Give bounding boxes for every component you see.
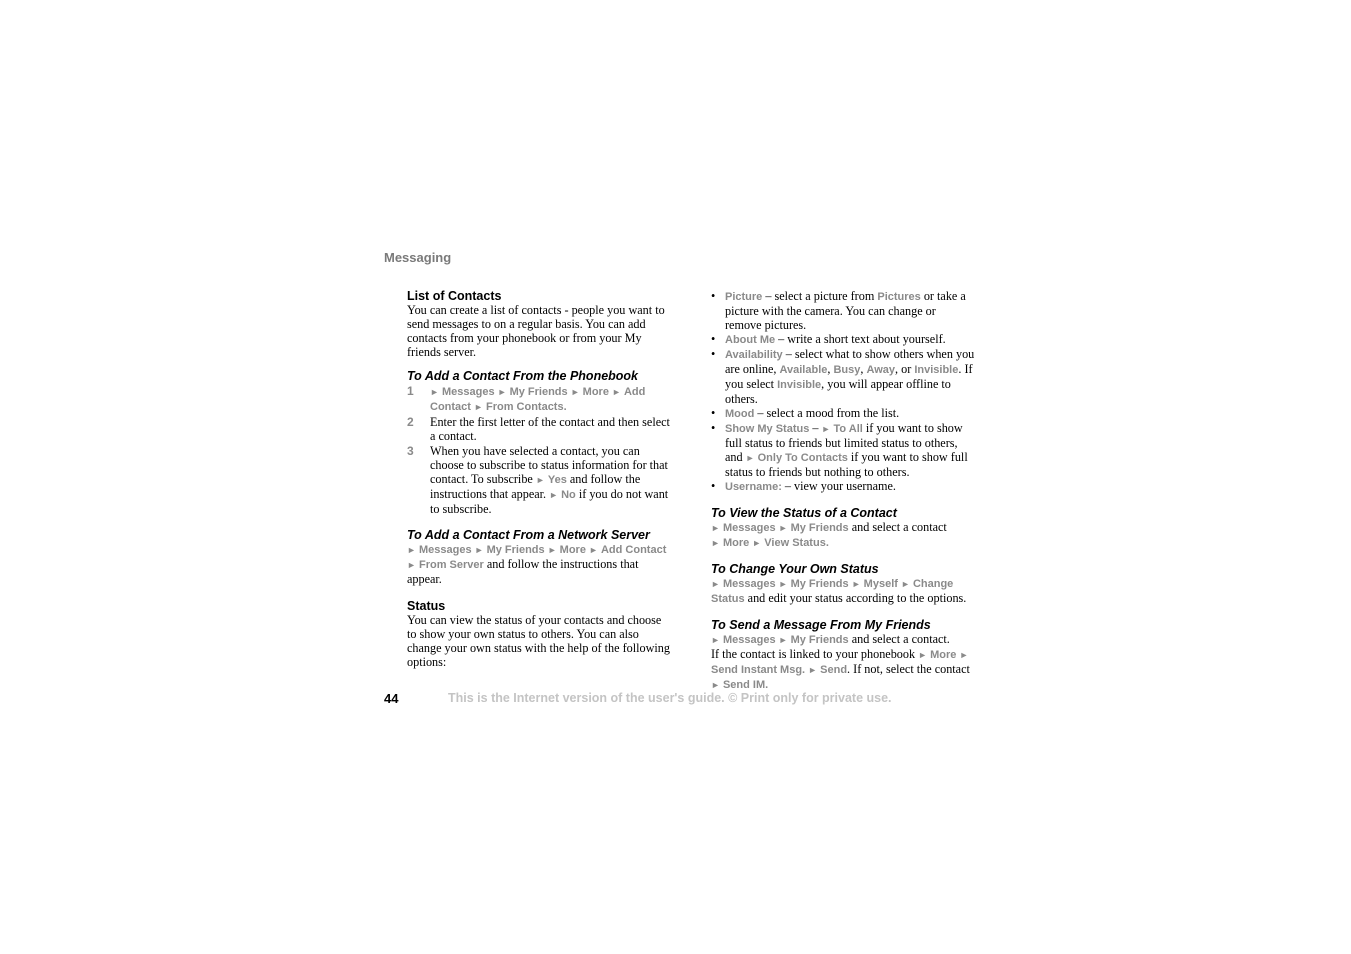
arrow-icon: ► — [711, 523, 720, 533]
arrow-icon: ► — [711, 635, 720, 645]
footer-note: This is the Internet version of the user's guide. © Print only for private use. — [448, 691, 892, 705]
menu-path-item: Messages — [418, 544, 472, 556]
menu-path-item: Send IM — [722, 679, 766, 691]
menu-path-item: Messages — [722, 578, 776, 590]
option-name: Pictures — [877, 291, 921, 303]
arrow-icon: ► — [612, 387, 621, 397]
menu-path-item: My Friends — [790, 578, 849, 590]
option-name: About Me — [725, 334, 776, 346]
arrow-icon: ► — [547, 545, 557, 555]
list-of-contacts-heading: List of Contacts — [407, 289, 502, 303]
menu-path-item: View Status — [764, 537, 826, 549]
option-name: Mood — [725, 408, 755, 420]
list-item: • Show My Status – ► To All if you want to show full status to friends but limited status to others, and ► Only To Contacts if you want to show full status to friends but nothing to others. — [711, 421, 975, 479]
step-text: and follow the instructions that appear. — [430, 472, 641, 501]
step-2 — [407, 415, 673, 443]
list-item: • Username: – view your username. — [711, 479, 975, 494]
menu-path-item: More — [930, 649, 957, 661]
step-number: 1 — [407, 384, 414, 398]
option-name: Availability — [725, 349, 783, 361]
menu-path-item: My Friends — [509, 386, 568, 398]
change-status-section: To Change Your Own Status ► Messages ► My Friends ► Myself ► Change Status and edit your status according to the options. — [711, 563, 975, 606]
arrow-icon: ► — [535, 475, 545, 485]
step-text: When you have selected a contact, you can choose to subscribe to status information for that contact. To subscribe — [430, 444, 668, 486]
status-section — [407, 599, 673, 669]
arrow-icon: ► — [407, 545, 416, 555]
step-number: 2 — [407, 415, 414, 429]
send-message-heading: To Send a Message From My Friends — [711, 618, 931, 632]
left-column — [407, 289, 673, 669]
menu-path-item: From Contacts — [485, 401, 564, 413]
arrow-icon: ► — [711, 538, 720, 548]
add-from-server-heading: To Add a Contact From a Network Server — [407, 528, 650, 542]
list-item: • About Me – write a short text about yourself. — [711, 332, 975, 347]
arrow-icon: ► — [589, 545, 598, 555]
option-name: Show My Status — [725, 423, 810, 435]
view-status-section: To View the Status of a Contact ► Messages ► My Friends and select a contact ► More ► View Status. — [711, 507, 975, 550]
option-name: Username: — [725, 481, 782, 493]
menu-path-item: Change Status — [711, 578, 954, 605]
step-number: 3 — [407, 444, 414, 458]
menu-path-item: My Friends — [486, 544, 545, 556]
list-of-contacts-body: You can create a list of contacts - people you want to send messages to on a regular basis. You can add contacts from your phonebook or from your My friends server. — [407, 303, 665, 359]
page-number: 44 — [384, 691, 399, 706]
add-from-phonebook-heading: To Add a Contact From the Phonebook — [407, 369, 639, 383]
menu-path-item: No — [561, 489, 576, 501]
arrow-icon: ► — [474, 402, 483, 412]
menu-path-item: From Server — [418, 559, 484, 571]
step-text: Enter the first letter of the contact and then select a contact. — [430, 415, 670, 443]
arrow-icon: ► — [821, 424, 831, 434]
arrow-icon: ► — [900, 579, 910, 589]
option-name: Picture — [725, 291, 763, 303]
menu-path-item: More — [722, 537, 750, 549]
menu-path-item: More — [582, 386, 609, 398]
list-item: • Mood – select a mood from the list. — [711, 406, 975, 421]
add-from-server-section — [407, 529, 673, 586]
arrow-icon: ► — [778, 523, 788, 533]
send-message-section: To Send a Message From My Friends ► Messages ► My Friends and select a contact. If the contact is linked to your phonebook ► More ► Send Instant Msg. ► Send. If not, select the contact ► Send IM. — [711, 619, 975, 692]
menu-path-item: My Friends — [790, 522, 849, 534]
arrow-icon: ► — [851, 579, 861, 589]
arrow-icon: ► — [711, 579, 720, 589]
arrow-icon: ► — [778, 635, 788, 645]
arrow-icon: ► — [959, 650, 969, 660]
menu-path-item: Send — [820, 664, 848, 676]
arrow-icon: ► — [752, 538, 762, 548]
arrow-icon: ► — [407, 560, 416, 570]
arrow-icon: ► — [808, 665, 818, 675]
arrow-icon: ► — [549, 490, 559, 500]
step-3 — [407, 444, 673, 516]
arrow-icon: ► — [778, 579, 788, 589]
add-from-phonebook-section — [407, 370, 673, 516]
arrow-icon: ► — [918, 650, 928, 660]
view-status-heading: To View the Status of a Contact — [711, 506, 897, 520]
menu-path-item: Messages — [722, 634, 776, 646]
menu-path-item: Myself — [863, 578, 898, 590]
menu-path-item: Messages — [441, 386, 495, 398]
step-text: if you do not want to subscribe. — [430, 487, 669, 516]
status-body: You can view the status of your contacts and choose to show your own status to others. You can also change your own status with the help of the following options: — [407, 613, 670, 669]
arrow-icon: ► — [711, 680, 720, 690]
menu-path-item: Add Contact — [430, 386, 646, 413]
arrow-icon: ► — [497, 387, 507, 397]
menu-path-item: Send Instant Msg. — [711, 664, 806, 676]
menu-path-item: Yes — [547, 474, 567, 486]
list-item: • Picture – select a picture from Pictures or take a picture with the camera. You can change or remove pictures. — [711, 289, 975, 332]
body-text: and follow the instructions that appear. — [407, 557, 639, 586]
status-heading: Status — [407, 599, 446, 613]
menu-path-item: More — [559, 544, 586, 556]
status-options-list — [711, 289, 975, 494]
arrow-icon: ► — [745, 453, 755, 463]
right-column — [711, 289, 975, 692]
arrow-icon: ► — [570, 387, 580, 397]
arrow-icon: ► — [430, 387, 439, 397]
menu-path-item: Messages — [722, 522, 776, 534]
section-header: Messaging — [384, 250, 452, 265]
change-status-heading: To Change Your Own Status — [711, 562, 879, 576]
step-1: 1 ► Messages ► My Friends ► More ► Add Contact ► From Contacts. — [407, 384, 646, 413]
menu-path-item: My Friends — [790, 634, 849, 646]
menu-path-item: Add Contact — [600, 544, 667, 556]
list-item: • Availability – select what to show others when you are online, Available, Busy, Away, or Invisible. If you select Invisible, you will appear offline to others. — [711, 347, 975, 406]
arrow-icon: ► — [474, 545, 484, 555]
